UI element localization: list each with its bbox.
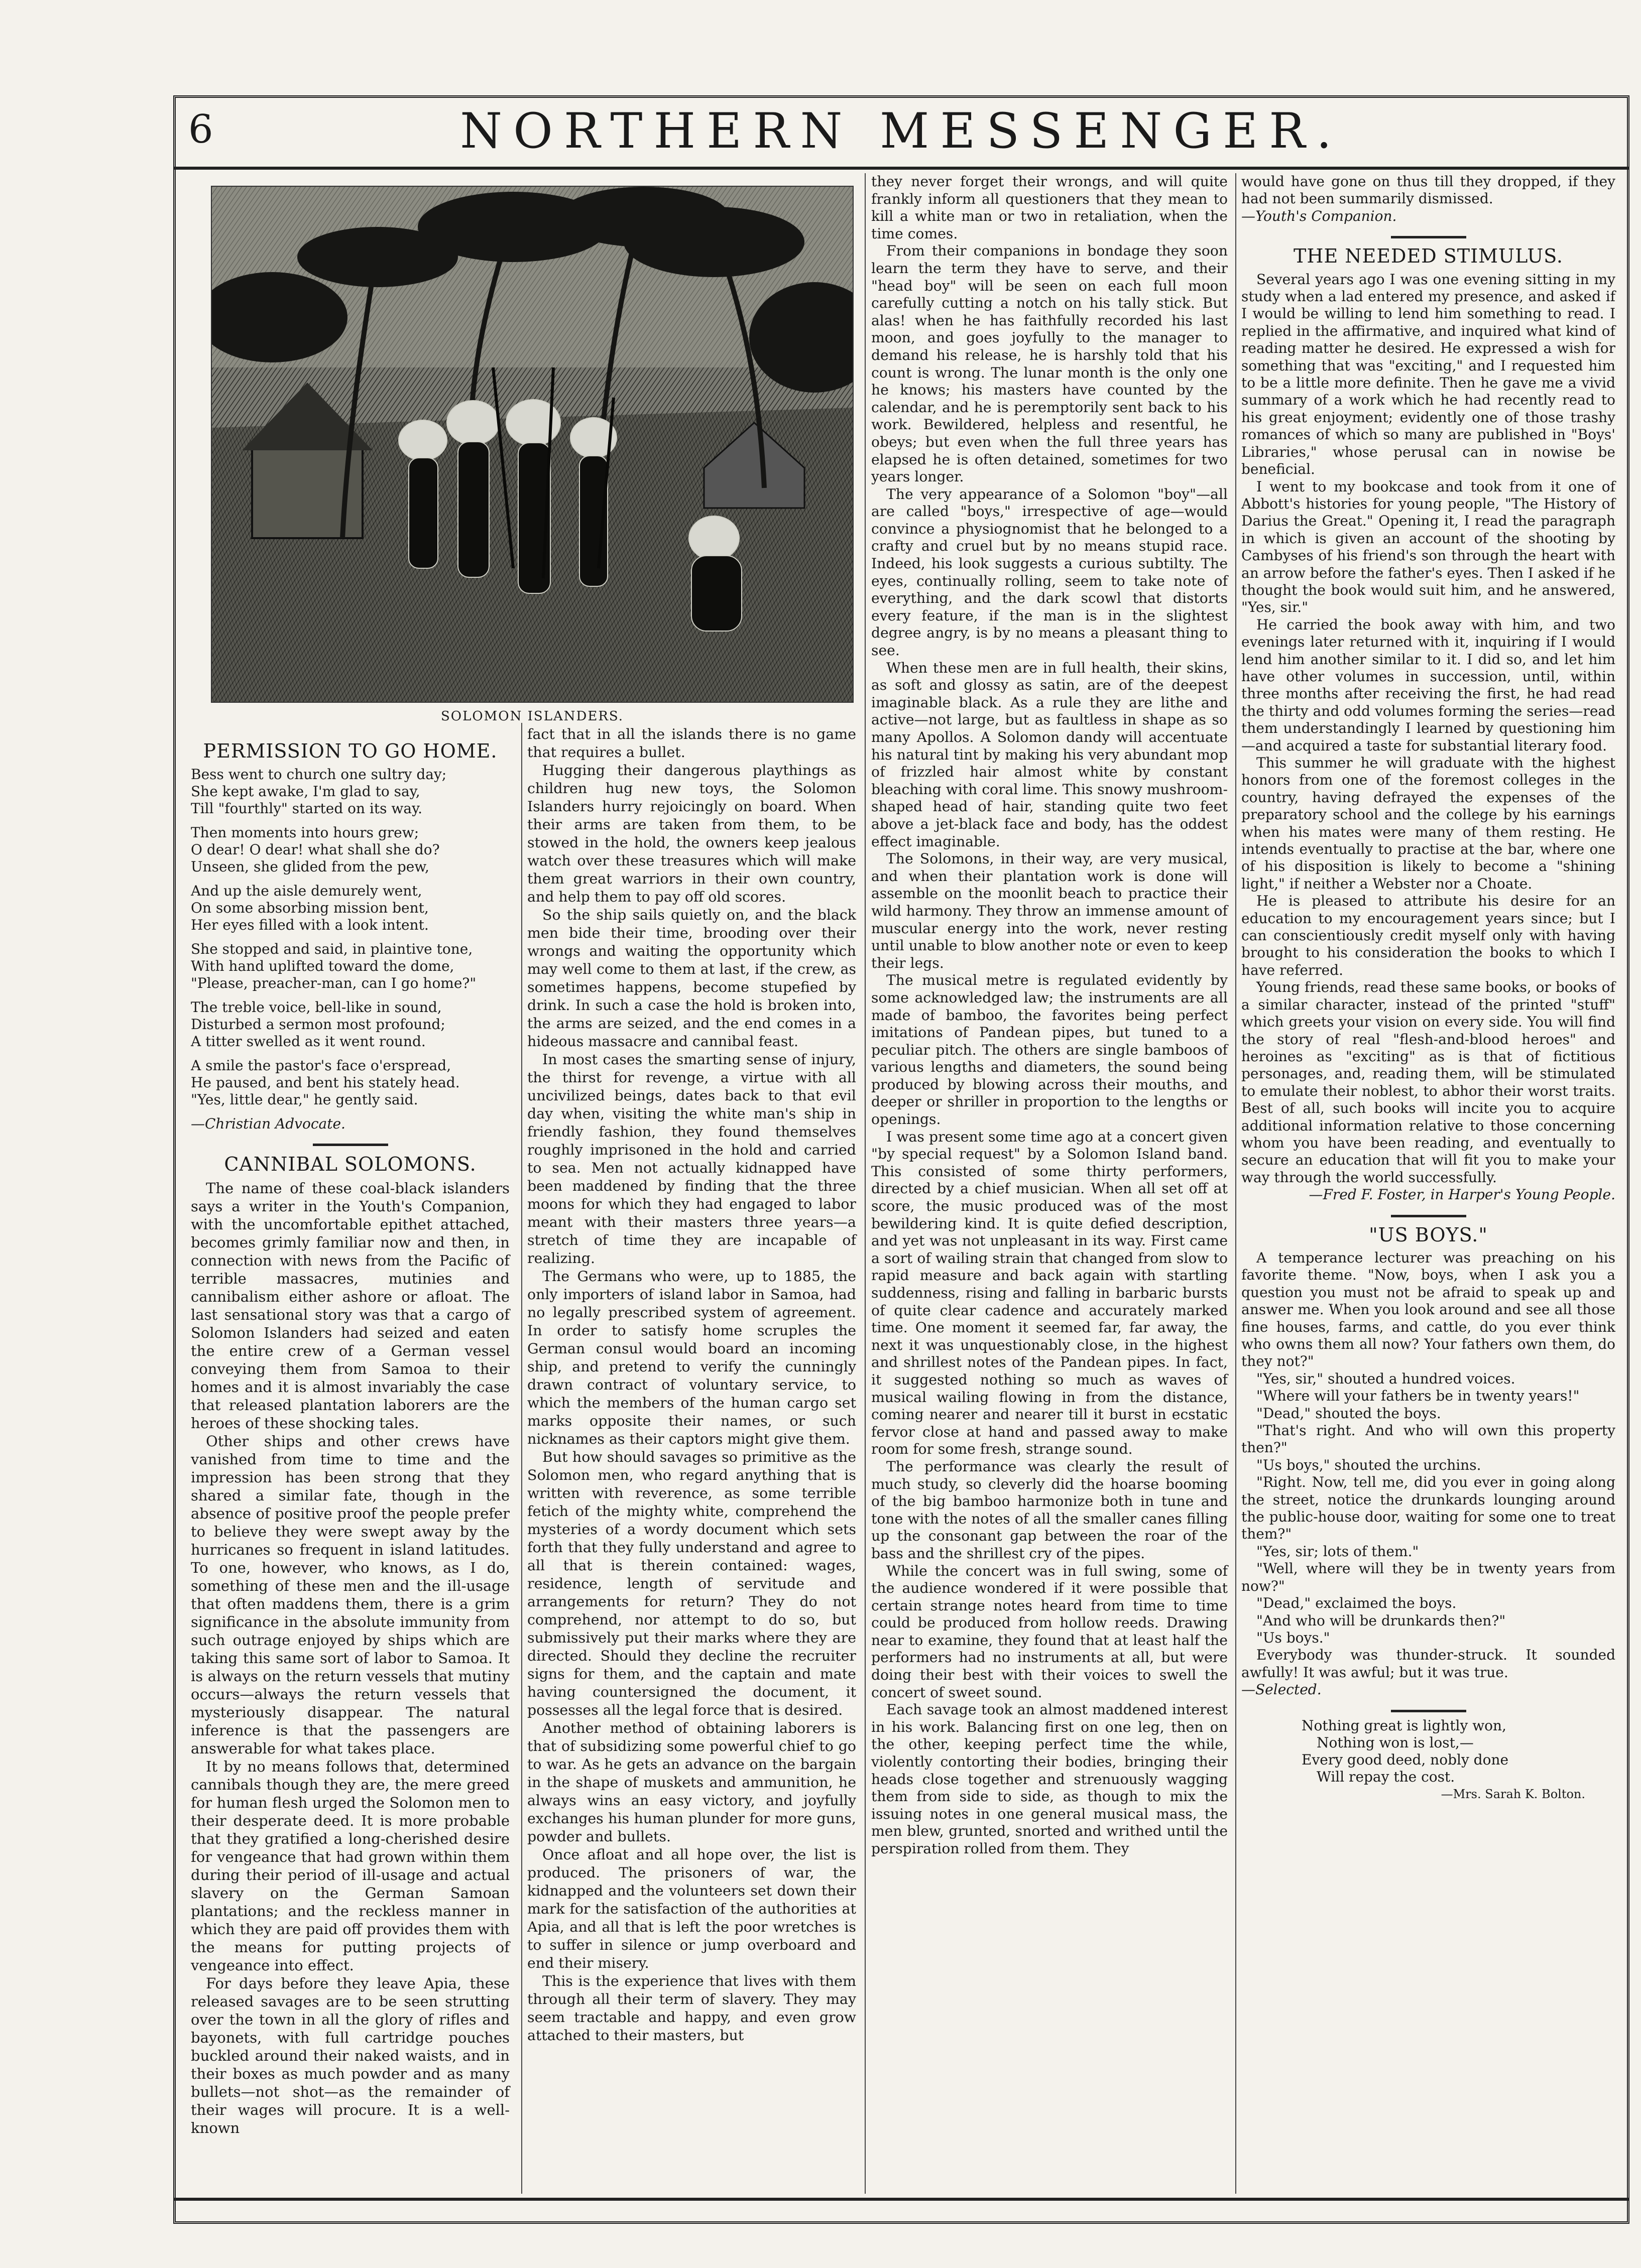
paragraph: This is the experience that lives with them through all their term of slavery. They may seem tractable and happy, and even grow attached to their masters, but <box>527 1973 856 2044</box>
closing-poem: Nothing great is lightly won, Nothing won is lost,— Every good deed, nobly done Will repay the cost. —Mrs. Sarah K. Bolton. <box>1241 1717 1615 1803</box>
poem-attribution: —Mrs. Sarah K. Bolton. <box>1441 1787 1585 1801</box>
paragraph: But how should savages so primitive as the Solomon men, who regard anything that is written with reverence, as some terrible fetich of the mighty white, comprehend the mysteries of a wordy document which sets forth that they fully understand and agree to all that is therein contained: wages, residence, length of servitude and arrangements for return? They do not comprehend, nor attempt to do so, but submissively put their marks where they are directed. Should they decline the recruiter signs for them, and the captain and mate having countersigned the document, it possesses all the legal force that is desired. <box>527 1449 856 1718</box>
poem-attribution: —Christian Advocate. <box>191 1115 345 1132</box>
paragraph: He is pleased to attribute his desire for an education to my encouragement years since; but I can conscientiously credit myself only with having brought to his consideration the books to which I have referred. <box>1241 893 1615 978</box>
masthead <box>173 103 1629 163</box>
section-separator <box>1391 1215 1466 1217</box>
poem-permission <box>191 766 510 1132</box>
illustration-caption: SOLOMON ISLANDERS. <box>440 709 624 724</box>
paragraph: "Dead," shouted the boys. <box>1256 1405 1441 1422</box>
paragraph: "Yes, sir; lots of them." <box>1256 1543 1419 1560</box>
paragraph: "That's right. And who will own this property then?" <box>1241 1422 1615 1456</box>
article-heading: "US BOYS." <box>1369 1223 1488 1246</box>
paragraph: Several years ago I was one evening sitting in my study when a lad entered my presence, and asked if I would be willing to lend him something to read. I replied in the affirmative, and inquired what kind of reading matter he desired. He expressed a wish for something that was "exciting," and I requested him to be a little more definite. Then he gave me a vivid summary of a work which he had recently read to his great enjoyment; evidently one of those trashy romances of which so many are published in "Boys' Libraries," whose perusal can in nowise be beneficial. <box>1241 271 1615 478</box>
article-attribution: —Youth's Companion. <box>1241 207 1397 224</box>
section-separator <box>313 1144 388 1146</box>
stanza: She stopped and said, in plaintive tone, With hand uplifted toward the dome, "Please, preacher-man, can I go home?" <box>191 941 477 991</box>
column-divider <box>1235 173 1236 2194</box>
paragraph: Once afloat and all hope over, the list is produced. The prisoners of war, the kidnapped and the volunteers set down their mark for the satisfaction of the authorities at Apia, and all that is left the poor wretches is to suffer in silence or jump overboard and end their misery. <box>527 1846 856 1971</box>
paragraph: Other ships and other crews have vanished from time to time and the impression has been strong that they shared a similar fate, though in the absence of positive proof the people prefer to believe they were swept away by the hurricanes so frequent in island latitudes. To one, however, who knows, as I do, something of these men and the ill-usage that often maddens them, there is a grim significance in the absolute immunity from such outrage enjoyed by ships which are taking this same sort of labor to Samoa. It is always on the return vessels that mutiny occurs—always the return vessels that mysteriously disappear. The natural inference is that the passengers are answerable for what takes place. <box>191 1433 510 1757</box>
section-separator <box>1391 236 1466 238</box>
paragraph: The very appearance of a Solomon "boy"—all are called "boys," irrespective of age—would convince a physiognomist that he belonged to a crafty and cruel but by no means stupid race. Indeed, his look suggests a curious subtilty. The eyes, continually rolling, seem to take note of everything, and the dark scowl that distorts every feature, if the man is in the slightest degree angry, is by no means a pleasant thing to see. <box>871 485 1228 659</box>
column-2 <box>527 725 856 2045</box>
engraving-image <box>212 187 854 703</box>
paragraph: "Dead," exclaimed the boys. <box>1256 1595 1457 1612</box>
paragraph: When these men are in full health, their skins, as soft and glossy as satin, are of the deepest imaginable black. As a rule they are lithe and active—not large, but as faultless in shape as so many Apollos. A Solomon dandy will accentuate his natural tint by making his very abundant mop of frizzled hair almost white by constant bleaching with coral lime. This snowy mushroom-shaped head of hair, standing quite two feet above a jet-black face and body, has the oddest effect imaginable. <box>871 659 1228 850</box>
paragraph: "Us boys," shouted the urchins. <box>1256 1456 1481 1473</box>
stanza: Bess went to church one sultry day; She kept awake, I'm glad to say, Till "fourthly" started on its way. <box>191 766 447 817</box>
article-attribution: —Fred F. Foster, in Harper's Young People. <box>1309 1186 1615 1203</box>
paragraph: The performance was clearly the result of much study, so cleverly did the hoarse booming of the big bamboo harmonize both in tune and tone with the notes of all the smaller canes filling up the consonant gap between the roar of the bass and the shrillest cry of the pipes. <box>871 1458 1228 1562</box>
column-divider <box>865 173 866 2194</box>
paragraph: For days before they leave Apia, these released savages are to be seen strutting over the town in all the glory of rifles and bayonets, with full cartridge pouches buckled around their naked waists, and in their boxes as much powder and as many bullets—not shot—as the remainder of their wages will procure. It is a well-known <box>191 1975 510 2136</box>
paragraph: they never forget their wrongs, and will quite frankly inform all questioners that they mean to kill a white man or two in retaliation, when the time comes. <box>871 173 1228 242</box>
paragraph: "Right. Now, tell me, did you ever in going along the street, notice the drunkards lounging around the public-house door, waiting for some one to treat them?" <box>1241 1474 1615 1543</box>
paragraph: So the ship sails quietly on, and the black men bide their time, brooding over their wrongs and waiting the opportunity which may well come to them at last, if the crew, as sometimes happens, become stupefied by drink. In such a case the hold is broken into, the arms are seized, and the end comes in a hideous massacre and cannibal feast. <box>527 907 856 1050</box>
column-1 <box>191 733 510 2137</box>
article-heading: THE NEEDED STIMULUS. <box>1293 245 1564 268</box>
newspaper-title: NORTHERN MESSENGER. <box>460 103 1343 159</box>
paragraph: He carried the book away with him, and two evenings later returned with it, inquiring if I would lend him another similar to it. I did so, and let him have other volumes in succession, until, within three months after receiving the first, he had read the thirty and odd volumes forming the series—read them understandingly I learned by questioning him—and acquired a taste for substantial literary food. <box>1241 616 1615 754</box>
paragraph: "Yes, sir," shouted a hundred voices. <box>1256 1370 1515 1387</box>
section-separator <box>1391 1710 1466 1712</box>
page-number: 6 <box>188 107 213 152</box>
paragraph: From their companions in bondage they soon learn the term they have to serve, and their "head boy" will be seen on each full moon carefully cutting a notch on his tally stick. But alas! when he has faithfully recorded his last moon, and goes joyfully to the manager to demand his release, he is harshly told that his count is wrong. The lunar month is the only one he knows; his masters have counted by the calendar, and he is peremptorily sent back to his work. Bewildered, helpless and resentful, he obeys; but even when the full three years has elapsed he is often detained, sometimes for two years longer. <box>871 242 1228 485</box>
paragraph: Everybody was thunder-struck. It sounded awfully! It was awful; but it was true. <box>1241 1647 1615 1681</box>
paragraph: The Solomons, in their way, are very musical, and when their plantation work is done will assemble on the moonlit beach to practice their wild harmony. They throw an immense amount of muscular energy into the work, never resting until unable to blow another note or even to keep their legs. <box>871 850 1228 971</box>
footer-rule <box>173 2198 1629 2201</box>
stanza: A smile the pastor's face o'erspread, He paused, and bent his stately head. "Yes, little dear," he gently said. <box>191 1057 460 1108</box>
paragraph: Another method of obtaining laborers is that of subsidizing some powerful chief to go to war. As he gets an advance on the bargain in the shape of muskets and ammunition, he always wins an easy victory, and joyfully exchanges his human plunder for more guns, powder and bullets. <box>527 1720 856 1845</box>
paragraph: Hugging their dangerous playthings as children hug new toys, the Solomon Islanders hurry rejoicingly on board. When their arms are taken from them, to be stowed in the hold, the owners keep jealous watch over these treasures which will make them great warriors in their own country, and help them to pay off old scores. <box>527 762 856 905</box>
paragraph: In most cases the smarting sense of injury, the thirst for revenge, a virtue with all uncivilized beings, dates back to that evil day when, visiting the white man's ship in friendly fashion, they found themselves roughly imprisoned in the hold and carried to sea. Men not actually kidnapped have been maddened by finding that the three moons for which they had engaged to labor meant with their masters three years—a stretch of time they are incapable of realizing. <box>527 1051 856 1267</box>
paragraph: The musical metre is regulated evidently by some acknowledged law; the instruments are all made of bamboo, the favorites being perfect imitations of Pandean pipes, but tuned to a peculiar pitch. The others are single bamboos of various lengths and diameters, the sound being produced by blowing across their mouths, and deeper or shriller in proportion to the lengths or openings. <box>871 972 1228 1128</box>
paragraph: "Us boys." <box>1256 1629 1330 1646</box>
paragraph: would have gone on thus till they dropped, if they had not been summarily dismissed. <box>1241 173 1615 207</box>
solomon-islanders-engraving <box>211 186 854 703</box>
stanza: And up the aisle demurely went, On some absorbing mission bent, Her eyes filled with a look intent. <box>191 883 429 933</box>
column-3 <box>871 173 1228 1858</box>
paragraph: I was present some time ago at a concert given "by special request" by a Solomon Island band. This consisted of some thirty performers, directed by a chief musician. When all set off at score, the music produced was of the most bewildering kind. It is quite defied description, and yet was not unpleasant in its way. First came a sort of wailing strain that changed from slow to rapid measure and back again with startling suddenness, rising and falling in barbaric bursts of quite clear cadence and accurately marked time. One moment it seemed far, far away, the next it was unquestionably close, in the highest and shrillest notes of the Pandean pipes. In fact, it suggested nothing so much as waves of musical wailing flowing in from the distance, coming nearer and nearer till it burst in ecstatic fervor close at hand and passed away to make room for some fresh, strange sound. <box>871 1128 1228 1458</box>
paragraph: This summer he will graduate with the highest honors from one of the foremost colleges in the country, having defrayed the expenses of the preparatory school and the college by his earnings when his mates were many of them resting. He intends eventually to practise at the bar, where one of his disposition is likely to become a "shining light," if neither a Webster nor a Choate. <box>1241 754 1615 892</box>
article-heading: CANNIBAL SOLOMONS. <box>224 1153 477 1175</box>
column-divider <box>521 723 522 2194</box>
article-attribution: —Selected. <box>1241 1681 1322 1698</box>
stanza: The treble voice, bell-like in sound, Disturbed a sermon most profound; A titter swelled as it went round. <box>191 999 445 1050</box>
masthead-rule <box>173 167 1629 170</box>
paragraph: fact that in all the islands there is no game that requires a bullet. <box>527 726 856 761</box>
stanza: Then moments into hours grew; O dear! O dear! what shall she do? Unseen, she glided from the pew, <box>191 824 440 875</box>
paragraph: While the concert was in full swing, some of the audience wondered if it were possible that certain strange notes heard from time to time could be produced from hollow reeds. Drawing near to examine, they found that at least half the performers had no instruments at all, but were doing their best with their voices to swell the concert of sweet sound. <box>871 1562 1228 1701</box>
paragraph: The name of these coal-black islanders says a writer in the Youth's Companion, with the uncomfortable epithet attached, becomes grimly familiar now and then, in connection with news from the Pacific of terrible massacres, mutinies and cannibalism either ashore or afloat. The last sensational story was that a cargo of Solomon Islanders had seized and eaten the entire crew of a German vessel conveying them from Samoa to their homes and it is almost invariably the case that released plantation laborers are the heroes of these shocking tales. <box>191 1180 510 1432</box>
paragraph: "And who will be drunkards then?" <box>1256 1612 1506 1629</box>
paragraph: Each savage took an almost maddened interest in his work. Balancing first on one leg, then on the other, keeping perfect time the while, violently contorting their bodies, bringing their heads close together and strenuously wagging them from side to side, as though to mix the issuing notes in one general musical mass, the men blew, grunted, snorted and writhed until the perspiration rolled from them. They <box>871 1701 1228 1857</box>
paragraph: A temperance lecturer was preaching on his favorite theme. "Now, boys, when I ask you a question you must not be afraid to speak up and answer me. When you look around and see all those fine houses, farms, and cattle, do you ever think who owns them all now? Your fathers own them, do they not?" <box>1241 1249 1615 1370</box>
poem-heading: PERMISSION TO GO HOME. <box>203 740 498 762</box>
paragraph: Young friends, read these same books, or books of a similar character, instead of the printed "stuff" which greets your vision on every side. You will find the story of real "flesh-and-blood heroes" and heroines as "exciting" as is that of fictitious personages, and, reading them, will be stimulated to emulate their noblest, to abhor their worst traits. Best of all, such books will incite you to acquire additional information relative to those concerning whom you have been reading, and eventually to secure an education that will fit you to make your way through the world successfully. <box>1241 979 1615 1186</box>
paragraph: It by no means follows that, determined cannibals though they are, the mere greed for human flesh urged the Solomon men to their desperate deed. It is more probable that they gratified a long-cherished desire for vengeance that had grown within them during their period of ill-usage and actual slavery on the German Samoan plantations; and the reckless manner in which they are paid off provides them with the means for putting projects of vengeance into effect. <box>191 1758 510 1974</box>
paragraph: "Where will your fathers be in twenty years!" <box>1256 1388 1580 1405</box>
paragraph: The Germans who were, up to 1885, the only importers of island labor in Samoa, had no legally prescribed system of agreement. In order to satisfy home scruples the German consul would board an incoming ship, and pretend to verify the cunningly drawn contract of voluntary service, to which the members of the human cargo set marks opposite their names, or such nicknames as their captors might give them. <box>527 1268 856 1447</box>
paragraph: "Well, where will they be in twenty years from now?" <box>1241 1560 1615 1594</box>
paragraph: I went to my bookcase and took from it one of Abbott's histories for young people, "The History of Darius the Great." Opening it, I read the paragraph in which is given an account of the shooting by Cambyses of his friend's son through the heart with an arrow before the father's eyes. Then I asked if he thought the book would suit him, and he answered, "Yes, sir." <box>1241 478 1615 616</box>
column-4 <box>1241 173 1615 1803</box>
